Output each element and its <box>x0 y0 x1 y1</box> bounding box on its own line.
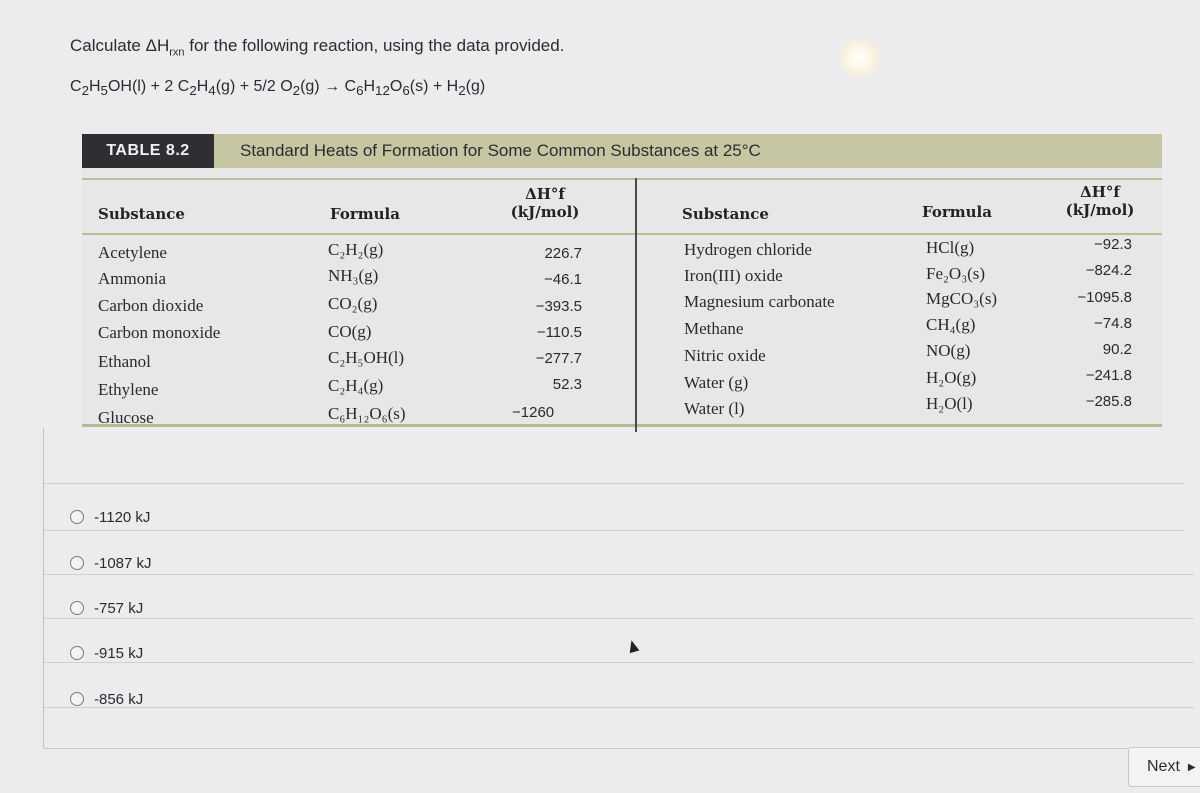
cell-formula: NH₃(g) <box>328 266 379 285</box>
cell-substance: Carbon monoxide <box>98 323 221 342</box>
question-prompt: Calculate $\Delta H_{rxn}$ for the following reaction, using the data provided. <box>70 36 565 59</box>
table-column-divider <box>635 178 637 432</box>
separator-line <box>44 662 1194 663</box>
answer-option[interactable] <box>70 553 152 573</box>
cell-formula: CH₄(g) <box>926 315 976 334</box>
header-dh-left-line2: (kJ/mol) <box>510 203 580 221</box>
cell-substance: Nitric oxide <box>684 346 766 365</box>
answer-label: -915 kJ <box>94 644 144 662</box>
cell-dh: −393.5 <box>535 298 582 315</box>
cell-substance: Magnesium carbonate <box>684 292 835 311</box>
separator-line <box>44 618 1194 619</box>
header-dh-left <box>490 185 600 221</box>
table-rule-top <box>82 178 1162 180</box>
cell-substance: Carbon dioxide <box>98 296 204 315</box>
radio-button[interactable] <box>70 692 84 706</box>
answer-option[interactable] <box>70 598 143 618</box>
mouse-cursor-icon <box>627 639 640 653</box>
radio-button[interactable] <box>70 556 84 570</box>
footer-line <box>44 748 1128 749</box>
cell-dh: −277.7 <box>535 350 582 367</box>
cell-formula: NO(g) <box>926 341 971 360</box>
cell-formula: CO₂(g) <box>328 294 378 313</box>
cell-formula: CO(g) <box>328 322 372 341</box>
answer-option[interactable] <box>70 643 143 663</box>
next-label: Next <box>1147 758 1180 775</box>
header-dh-right <box>1045 183 1155 219</box>
answer-label: -856 kJ <box>94 690 144 708</box>
cell-dh: −285.8 <box>1085 393 1132 410</box>
cell-substance: Water (g) <box>684 373 749 392</box>
cell-dh: −241.8 <box>1085 367 1132 384</box>
table-title: Standard Heats of Formation for Some Common Substances at 25°C <box>240 141 761 160</box>
radio-button[interactable] <box>70 646 84 660</box>
cell-dh: 52.3 <box>552 376 582 393</box>
next-button[interactable] <box>1128 747 1200 787</box>
cell-formula: Fe₂O₃(s) <box>926 264 986 283</box>
cell-dh: −110.5 <box>536 324 582 341</box>
cell-formula: H₂O(g) <box>926 368 977 387</box>
header-formula-left: Formula <box>330 205 400 223</box>
cell-dh: −46.1 <box>544 271 582 288</box>
answer-option[interactable] <box>70 507 150 527</box>
separator-line <box>44 707 1194 708</box>
radio-button[interactable] <box>70 601 84 615</box>
cell-substance: Hydrogen chloride <box>684 240 812 259</box>
table-rule-header <box>82 233 1162 235</box>
screen-glare <box>834 38 884 78</box>
cell-substance: Water (l) <box>684 399 745 418</box>
cell-formula: MgCO₃(s) <box>926 289 998 308</box>
table-body <box>82 168 1162 426</box>
play-triangle-icon: ▶ <box>1187 761 1196 773</box>
answer-label: -757 kJ <box>94 599 144 617</box>
cell-formula: C₂H₅OH(l) <box>328 348 405 367</box>
cell-substance: Glucose <box>98 408 154 427</box>
answer-option[interactable] <box>70 689 143 709</box>
header-dh-right-line1: ΔH°f <box>1080 183 1120 201</box>
answer-label: -1120 kJ <box>94 508 151 526</box>
header-substance-right: Substance <box>682 205 769 223</box>
header-substance-left: Substance <box>98 205 185 223</box>
cell-formula: H₂O(l) <box>926 394 973 413</box>
cell-dh: −74.8 <box>1094 315 1132 332</box>
cell-formula: C₂H₄(g) <box>328 376 384 395</box>
radio-button[interactable] <box>70 510 84 524</box>
cell-dh: −1260 <box>512 404 555 421</box>
separator-line <box>44 530 1184 531</box>
cell-formula: HCl(g) <box>926 238 975 257</box>
cell-dh: −1095.8 <box>1077 289 1132 306</box>
cell-substance: Iron(III) oxide <box>684 266 783 285</box>
cell-substance: Ethylene <box>98 380 159 399</box>
cell-formula: C₆H₁₂O₆(s) <box>328 404 406 423</box>
table-badge: TABLE 8.2 <box>82 134 214 168</box>
answer-label: -1087 kJ <box>94 554 152 572</box>
cell-substance: Acetylene <box>98 243 167 262</box>
separator-line <box>44 483 1184 484</box>
table-rule-bottom <box>82 424 1162 427</box>
cell-dh: 226.7 <box>544 245 582 262</box>
cell-dh: −824.2 <box>1085 262 1132 279</box>
cell-substance: Methane <box>684 319 744 338</box>
header-dh-right-line2: (kJ/mol) <box>1065 201 1135 219</box>
cell-dh: −92.3 <box>1094 236 1132 253</box>
answer-list-border <box>43 428 44 748</box>
cell-substance: Ethanol <box>98 352 151 371</box>
header-formula-right: Formula <box>922 203 992 221</box>
table-header-bar <box>82 134 1162 168</box>
header-dh-left-line1: ΔH°f <box>525 185 565 203</box>
reaction-equation: $C_2H_5OH(l) + 2$ $C_2H_4(g) + 5/2$ $O_2(g) \to C_6H_{12}O_6(s) + H_2(g)$ <box>70 78 486 99</box>
cell-formula: C₂H₂(g) <box>328 240 384 259</box>
cell-dh: 90.2 <box>1102 341 1132 358</box>
separator-line <box>44 574 1194 575</box>
cell-substance: Ammonia <box>98 269 166 288</box>
